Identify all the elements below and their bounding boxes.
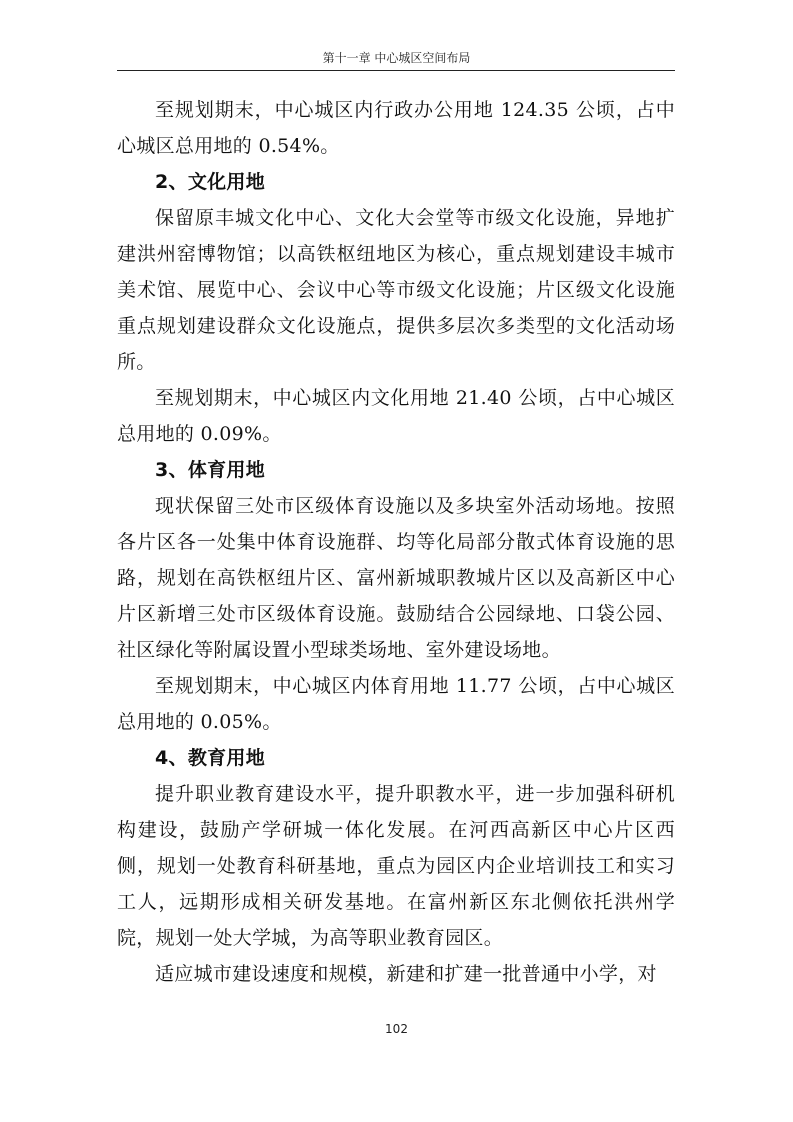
document-body xyxy=(117,92,675,992)
culture-land-summary: 至规划期末，中心城区内文化用地 21.40 公顷，占中心城区总用地的 0.09%。 xyxy=(117,387,675,445)
sports-paragraph: 现状保留三处市区级体育设施以及多块室外活动场地。按照各片区各一处集中体育设施群、均等化局部分散式体育设施的思路，规划在高铁枢纽片区、富州新城职教城片区以及高新区中心片区新增三处市区级体育设施。鼓励结合公园绿地、口袋公园、社区绿化等附属设置小型球类场地、室外建设场地。 xyxy=(117,495,675,661)
page-number: 102 xyxy=(385,1022,408,1036)
culture-paragraph: 保留原丰城文化中心、文化大会堂等市级文化设施，异地扩建洪州窑博物馆；以高铁枢纽地区为核心，重点规划建设丰城市美术馆、展览中心、会议中心等市级文化设施；片区级文化设施重点规划建设群众文化设施点，提供多层次多类型的文化活动场所。 xyxy=(117,207,675,373)
education-paragraph-2: 适应城市建设速度和规模，新建和扩建一批普通中小学，对 xyxy=(155,963,657,985)
admin-land-summary: 至规划期末，中心城区内行政办公用地 124.35 公顷，占中心城区总用地的 0.54%。 xyxy=(117,99,675,157)
sports-land-summary: 至规划期末，中心城区内体育用地 11.77 公顷，占中心城区总用地的 0.05%。 xyxy=(117,675,675,733)
running-header: 第十一章 中心城区空间布局 xyxy=(322,51,471,65)
section-heading-education: 4、教育用地 xyxy=(155,747,266,769)
section-heading-culture: 2、文化用地 xyxy=(155,171,266,193)
education-paragraph: 提升职业教育建设水平，提升职教水平，进一步加强科研机构建设，鼓励产学研城一体化发展。在河西高新区中心片区西侧，规划一处教育科研基地，重点为园区内企业培训技工和实习工人，远期形成相关研发基地。在富州新区东北侧依托洪州学院，规划一处大学城，为高等职业教育园区。 xyxy=(117,783,675,949)
section-heading-sports: 3、体育用地 xyxy=(155,459,266,481)
header-divider xyxy=(117,70,675,71)
